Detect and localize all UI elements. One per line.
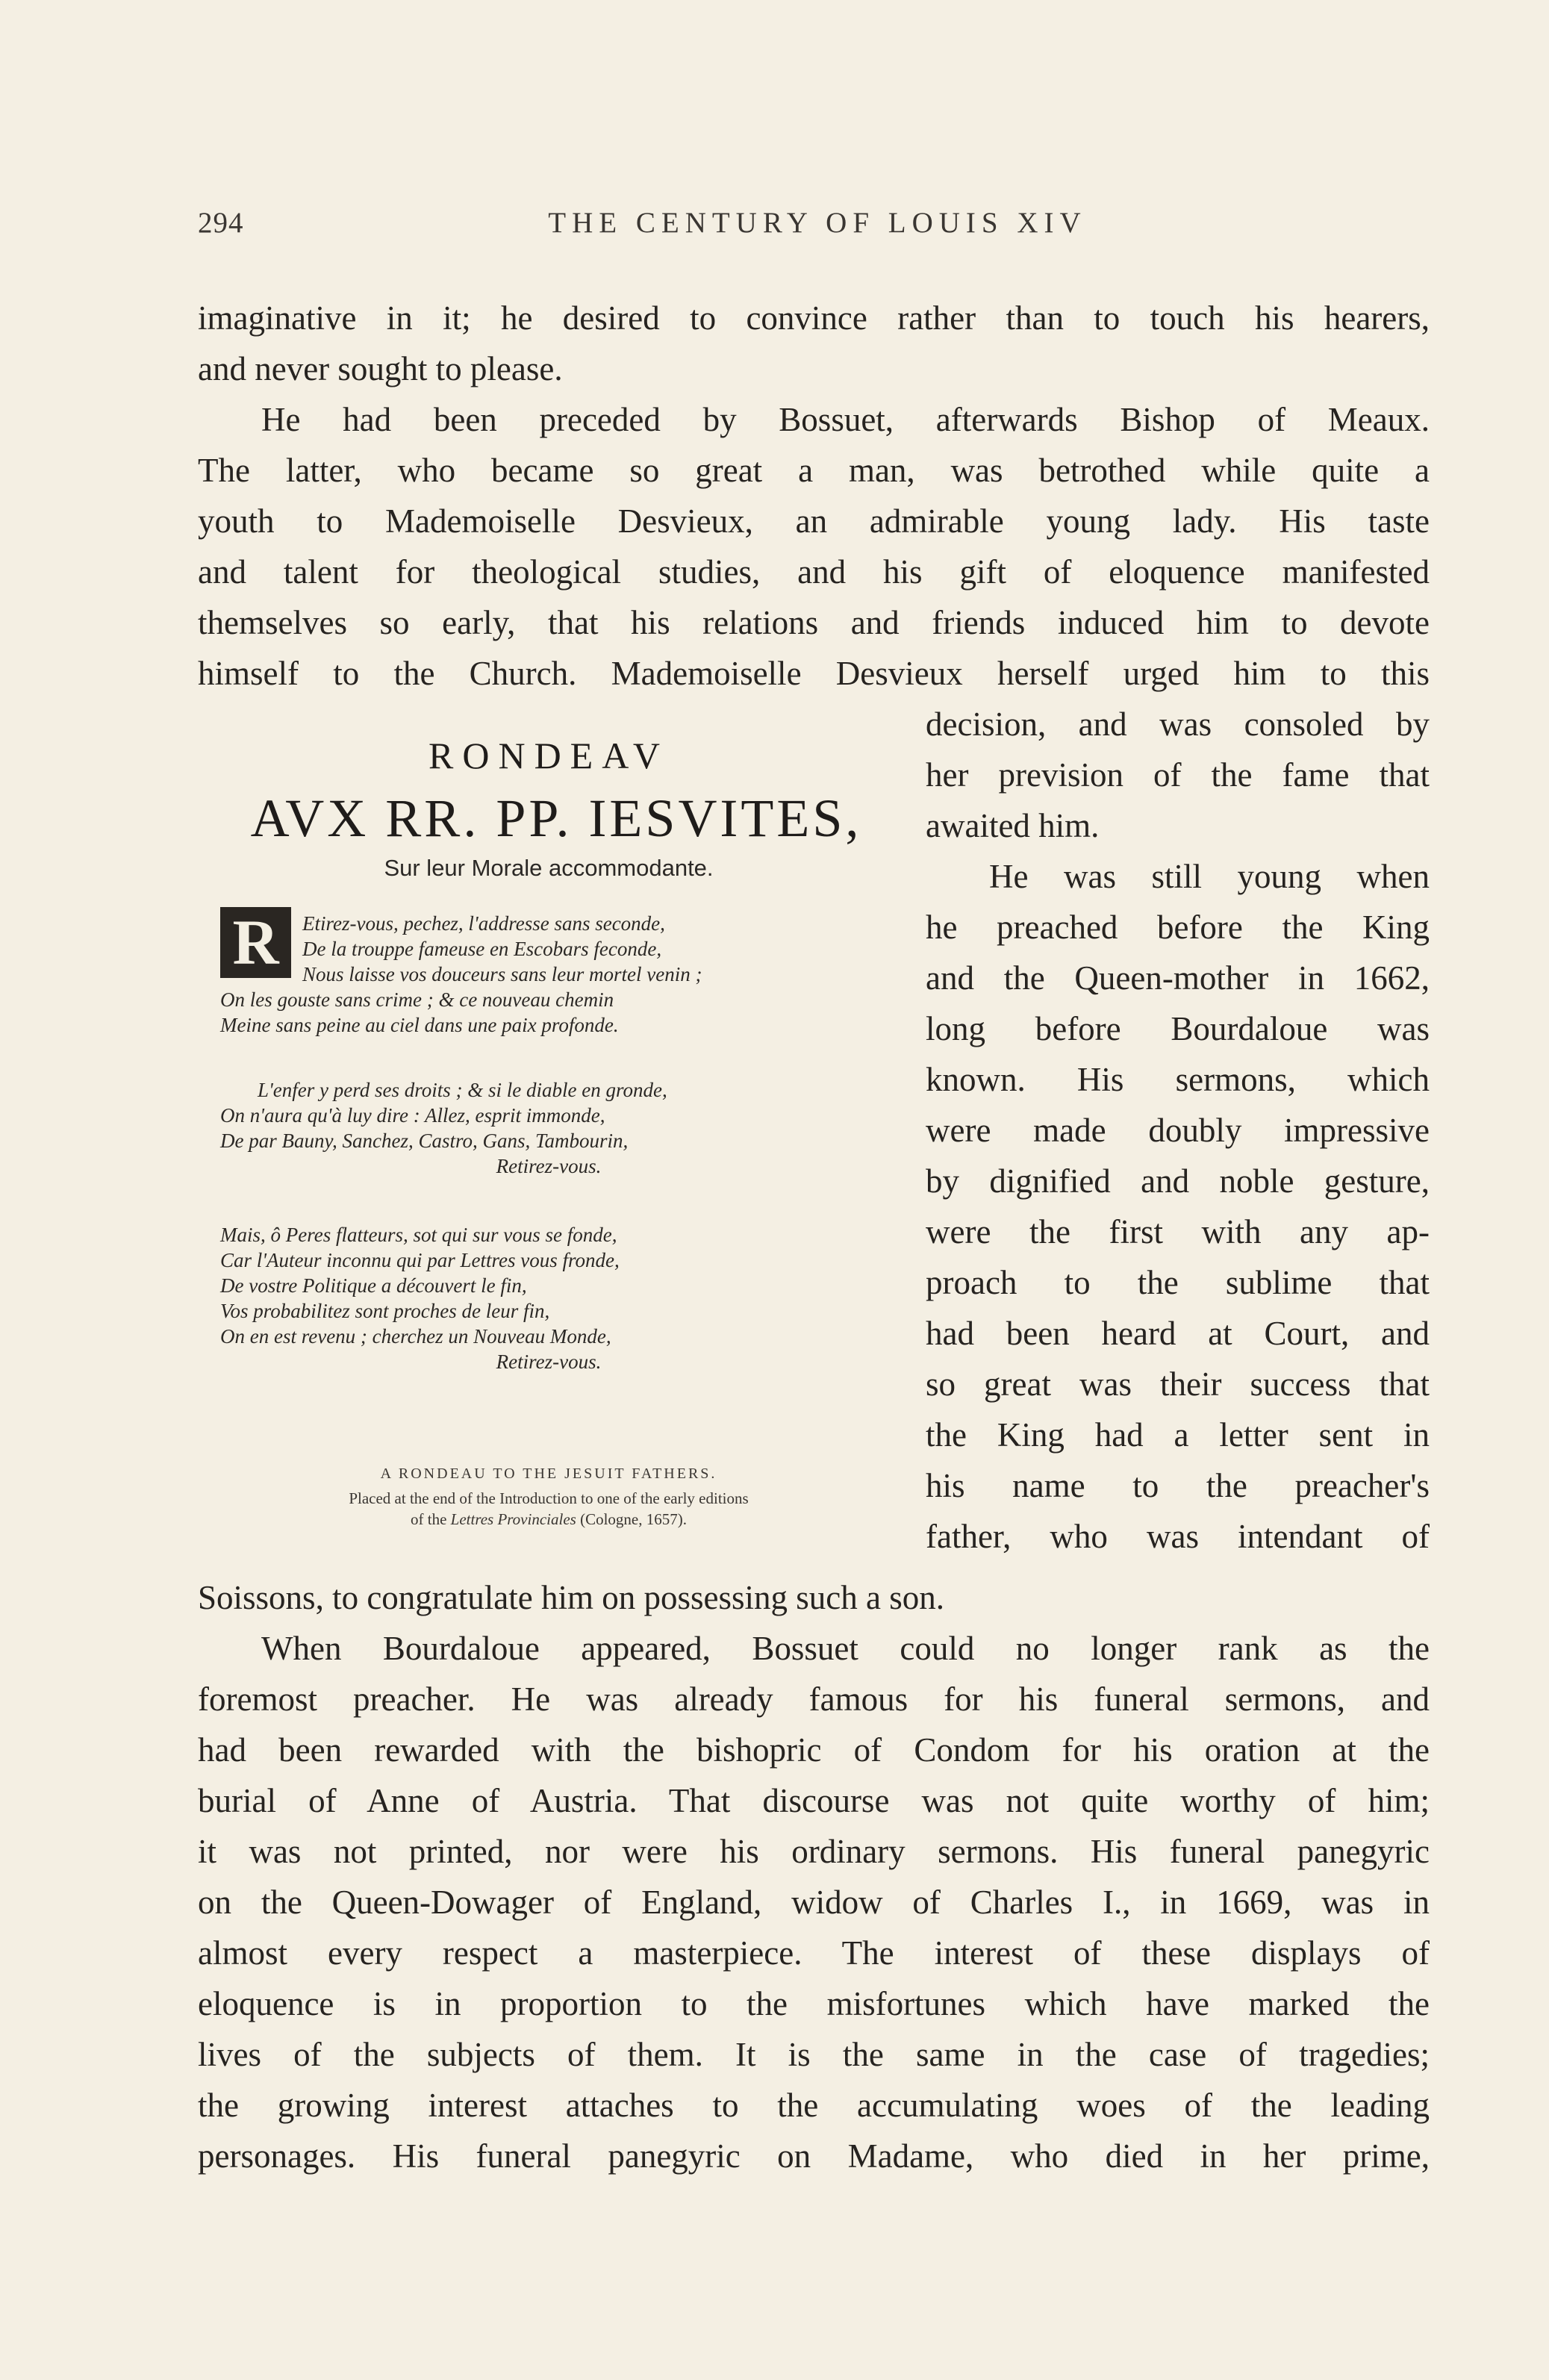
body-line: and never sought to please.: [198, 350, 563, 387]
body-line: imaginative in it; he desired to convince rather than to touch his hearers,: [198, 299, 1430, 337]
body-line: youth to Mademoiselle Desvieux, an admirable young lady. His taste: [198, 502, 1430, 540]
body-line: almost every respect a masterpiece. The interest of these displays of: [198, 1934, 1430, 1972]
column-line: he preached before the King: [926, 909, 1430, 946]
caption-line: [209, 1509, 888, 1530]
body-line: personages. His funeral panegyric on Madame, who died in her prime,: [198, 2137, 1430, 2175]
poem-line: L'enfer y perd ses droits ; & si le diable en gronde,: [258, 1079, 667, 1101]
poem-line: Etirez-vous, pechez, l'addresse sans seconde,: [302, 912, 665, 935]
poem-line: Meine sans peine au ciel dans une paix profonde.: [220, 1014, 619, 1036]
figure-caption-title: A RONDEAU TO THE JESUIT FATHERS.: [380, 1465, 717, 1482]
column-line: He was still young when: [989, 858, 1430, 895]
body-line: the growing interest attaches to the accumulating woes of the leading: [198, 2087, 1430, 2124]
body-line: The latter, who became so great a man, was betrothed while quite a: [198, 452, 1430, 489]
running-title: THE CENTURY OF LOUIS XIV: [548, 207, 1087, 239]
poem-refrain: Retirez-vous.: [496, 1351, 602, 1373]
figure-caption: [209, 1488, 888, 1530]
poem-line: Nous laisse vos douceurs sans leur mortel venin ;: [302, 963, 702, 985]
column-line: were the first with any ap-: [926, 1213, 1430, 1250]
body-line: had been rewarded with the bishopric of Condom for his oration at the: [198, 1731, 1430, 1769]
drop-cap-initial: R: [220, 907, 291, 978]
body-line: He had been preceded by Bossuet, afterwards Bishop of Meaux.: [261, 401, 1430, 438]
column-line: proach to the sublime that: [926, 1264, 1430, 1301]
poem-line: On en est revenu ; cherchez un Nouveau Monde,: [220, 1325, 611, 1348]
column-line: had been heard at Court, and: [926, 1315, 1430, 1352]
running-head: [198, 206, 1437, 251]
body-line: eloquence is in proportion to the misfortunes which have marked the: [198, 1985, 1430, 2022]
caption-book-title: Lettres Provinciales: [450, 1510, 576, 1528]
body-line: himself to the Church. Mademoiselle Desvieux herself urged him to this: [198, 655, 1430, 692]
poem-line: On n'aura qu'à luy dire : Allez, esprit immonde,: [220, 1104, 605, 1127]
body-line: foremost preacher. He was already famous for his funeral sermons, and: [198, 1680, 1430, 1718]
column-line: father, who was intendant of: [926, 1518, 1430, 1555]
poem-line: De par Bauny, Sanchez, Castro, Gans, Tambourin,: [220, 1130, 629, 1152]
body-line: When Bourdaloue appeared, Bossuet could no longer rank as the: [261, 1630, 1430, 1667]
poem-line: Mais, ô Peres flatteurs, sot qui sur vous se fonde,: [220, 1224, 617, 1246]
body-line: it was not printed, nor were his ordinary sermons. His funeral panegyric: [198, 1833, 1430, 1870]
caption-text: of the: [411, 1510, 451, 1528]
column-line: by dignified and noble gesture,: [926, 1162, 1430, 1200]
poem-line: Vos probabilitez sont proches de leur fin,: [220, 1300, 550, 1322]
caption-line: Placed at the end of the Introduction to one of the early editions: [349, 1489, 749, 1507]
body-line: lives of the subjects of them. It is the same in the case of tragedies;: [198, 2036, 1430, 2073]
column-line: the King had a letter sent in: [926, 1416, 1430, 1454]
column-line: known. His sermons, which: [926, 1061, 1430, 1098]
figure-title-jesuites: AVX RR. PP. IESVITES,: [250, 788, 862, 848]
column-line: long before Bourdaloue was: [926, 1010, 1430, 1047]
figure-subtitle: Sur leur Morale accommodante.: [384, 855, 714, 881]
column-line: his name to the preacher's: [926, 1467, 1430, 1504]
poem-line: De la trouppe fameuse en Escobars feconde,: [302, 938, 662, 960]
body-line: on the Queen-Dowager of England, widow of Charles I., in 1669, was in: [198, 1884, 1430, 1921]
poem-line: Car l'Auteur inconnu qui par Lettres vous fronde,: [220, 1249, 620, 1271]
body-line: burial of Anne of Austria. That discourse was not quite worthy of him;: [198, 1782, 1430, 1819]
body-line: and talent for theological studies, and his gift of eloquence manifested: [198, 553, 1430, 591]
column-line: her prevision of the fame that: [926, 756, 1430, 794]
column-line: and the Queen-mother in 1662,: [926, 959, 1430, 997]
column-line: were made doubly impressive: [926, 1112, 1430, 1149]
caption-text: (Cologne, 1657).: [576, 1510, 687, 1528]
column-line: decision, and was consoled by: [926, 705, 1430, 743]
rondeau-figure: [209, 728, 888, 1530]
poem-line: De vostre Politique a découvert le fin,: [220, 1274, 527, 1297]
page-number: 294: [198, 207, 244, 239]
column-line: so great was their success that: [926, 1365, 1430, 1403]
column-line: awaited him.: [926, 807, 1100, 844]
body-line: Soissons, to congratulate him on possessing such a son.: [198, 1579, 944, 1616]
body-line: themselves so early, that his relations and friends induced him to devote: [198, 604, 1430, 641]
poem-refrain: Retirez-vous.: [496, 1155, 602, 1177]
poem-line: On les gouste sans crime ; & ce nouveau chemin: [220, 988, 614, 1011]
figure-title-rondeav: RONDEAV: [428, 735, 669, 776]
